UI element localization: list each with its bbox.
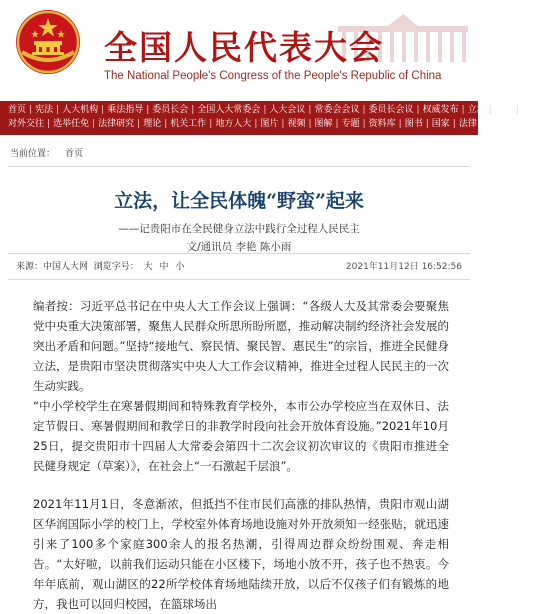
nav-item[interactable]: 首页 — [8, 105, 27, 115]
site-header — [0, 0, 478, 96]
nav-separator: | — [263, 105, 267, 115]
nav-item[interactable]: 法律研究 — [98, 119, 135, 129]
divider — [8, 166, 470, 167]
nav-separator: | — [362, 105, 366, 115]
nav-item[interactable]: 委员长会议 — [368, 105, 414, 115]
publish-date: 2021年11月12日 16:52:56 — [345, 262, 462, 272]
article-meta — [16, 259, 462, 273]
nav-item[interactable]: 图解 — [314, 119, 333, 129]
nav-item[interactable]: 委员长会 — [152, 105, 189, 115]
nav-item[interactable]: 专题 — [341, 119, 360, 129]
article-subtitle: ——记贵阳市在全民健身立法中践行全过程人民民主 — [118, 223, 360, 235]
nav-item[interactable]: 选举任免 — [53, 119, 90, 129]
font-size-large-button[interactable]: 大 — [143, 262, 153, 272]
nav-item[interactable]: 常委会会议 — [314, 105, 360, 115]
nav-separator: | — [488, 105, 492, 115]
nav-item[interactable]: 机关工作 — [170, 119, 207, 129]
nav-item[interactable]: 人大机构 — [62, 105, 99, 115]
font-size-label: 浏览字号： — [93, 262, 139, 272]
nav-separator: | — [452, 119, 456, 129]
nav-item[interactable]: 国家 — [431, 119, 450, 129]
great-hall-icon — [328, 6, 478, 66]
nav-item[interactable]: 视频 — [287, 119, 306, 129]
nav-separator: | — [29, 105, 33, 115]
national-emblem-icon[interactable] — [14, 8, 82, 76]
divider — [8, 253, 470, 254]
nav-separator: | — [209, 119, 213, 129]
nav-item[interactable]: 人大会议 — [269, 105, 306, 115]
article-paragraph: 2021年11月1日，冬意渐浓，但抵挡不住市民们高涨的排队热情，贵阳市观山湖区华润国际小学的校门上，学校室外体育场地设施对外开放须知一经张贴，就迅速引来了100多个家庭300余人的报名热潮，引得周边群众纷纷围观、奔走相告。“太好啦，以前我们运动只能在小区楼下，场地小放不开，孩子也不热衷。今年年底前，观山湖区的22所学校体育场地陆续开放，以后不仅孩子们有锻炼的地方，我也可以回归校园，在篮球场出 — [33, 497, 449, 611]
nav-item[interactable]: 权威发布 — [422, 105, 459, 115]
nav-separator: | — [515, 105, 519, 115]
font-size-small-button[interactable]: 小 — [175, 262, 185, 272]
nav-separator: | — [335, 119, 339, 129]
nav-separator: | — [308, 119, 312, 129]
nav-item[interactable]: 立法 — [467, 105, 486, 115]
nav-separator: | — [254, 119, 258, 129]
nav-item[interactable]: 地方人大 — [215, 119, 252, 129]
article-paragraph: “中小学校学生在寒暑假期间和特殊教育学校外，本市公办学校应当在双休日、法定节假日、寒暑假期间和教学日的非教学时段向社会开放体育设施。”2021年10月25日，提交贵阳市十四届人大常委会第四十二次会议初次审议的《贵阳市推进全民健身规定（草案）》，在社会上“一石激起千层浪”。 — [33, 399, 449, 473]
nav-item[interactable]: 全国人大常委会 — [197, 105, 261, 115]
nav-separator: | — [92, 119, 96, 129]
nav-item[interactable]: 乘法指导 — [107, 105, 144, 115]
nav-item[interactable]: 图片 — [260, 119, 279, 129]
nav-separator: | — [461, 105, 465, 115]
nav-separator: | — [47, 119, 51, 129]
nav-separator: | — [191, 105, 195, 115]
main-nav — [0, 101, 540, 135]
nav-separator: | — [56, 105, 60, 115]
site-title: 全国人民代表大会 — [104, 28, 384, 67]
site-subtitle: The National People's Congress of the People's Republic of China — [104, 70, 442, 82]
article-paragraph: 编者按：习近平总书记在中央人大工作会议上强调：“各级人大及其常委会要聚焦党中央重大决策部署，聚焦人民群众所思所盼所愿，推动解决制约经济社会发展的突出矛盾和问题。”坚持“接地气、察民情、聚民智、惠民生”的宗旨，推进全民健身立法，是贵阳市坚决贯彻落实中央人大工作会议精神，推进全过程人民民主的一次生动实践。 — [33, 299, 449, 393]
nav-item[interactable]: 代表 — [521, 105, 540, 115]
nav-item[interactable]: 理论 — [143, 119, 162, 129]
nav-item[interactable]: 宪法 — [35, 105, 54, 115]
nav-separator: | — [398, 119, 402, 129]
breadcrumb — [10, 146, 83, 159]
breadcrumb-label: 当前位置： — [10, 149, 56, 159]
nav-item[interactable]: 监督 — [494, 105, 513, 115]
meta-left — [16, 259, 186, 272]
nav-separator: | — [425, 119, 429, 129]
nav-separator: | — [164, 119, 168, 129]
breadcrumb-home-link[interactable]: 首页 — [65, 149, 84, 159]
nav-separator: | — [137, 119, 141, 129]
nav-separator: | — [308, 105, 312, 115]
article-author: 文/通讯员 李艳 陈小雨 — [186, 241, 292, 253]
article-title: 立法，让全民体魄“野蛮”起来 — [114, 190, 364, 212]
nav-separator: | — [362, 119, 366, 129]
source-label: 来源：中国人大网 — [16, 262, 89, 272]
nav-separator: | — [416, 105, 420, 115]
divider — [8, 279, 470, 280]
nav-separator: | — [146, 105, 150, 115]
nav-row-1 — [8, 103, 540, 117]
nav-item[interactable]: 资料库 — [368, 119, 396, 129]
nav-item[interactable]: 图书 — [404, 119, 423, 129]
nav-row-2 — [8, 117, 477, 131]
nav-item[interactable]: 对外交往 — [8, 119, 45, 129]
nav-item[interactable]: 法律 — [458, 119, 477, 129]
nav-separator: | — [281, 119, 285, 129]
nav-separator: | — [101, 105, 105, 115]
font-size-medium-button[interactable]: 中 — [159, 262, 169, 272]
